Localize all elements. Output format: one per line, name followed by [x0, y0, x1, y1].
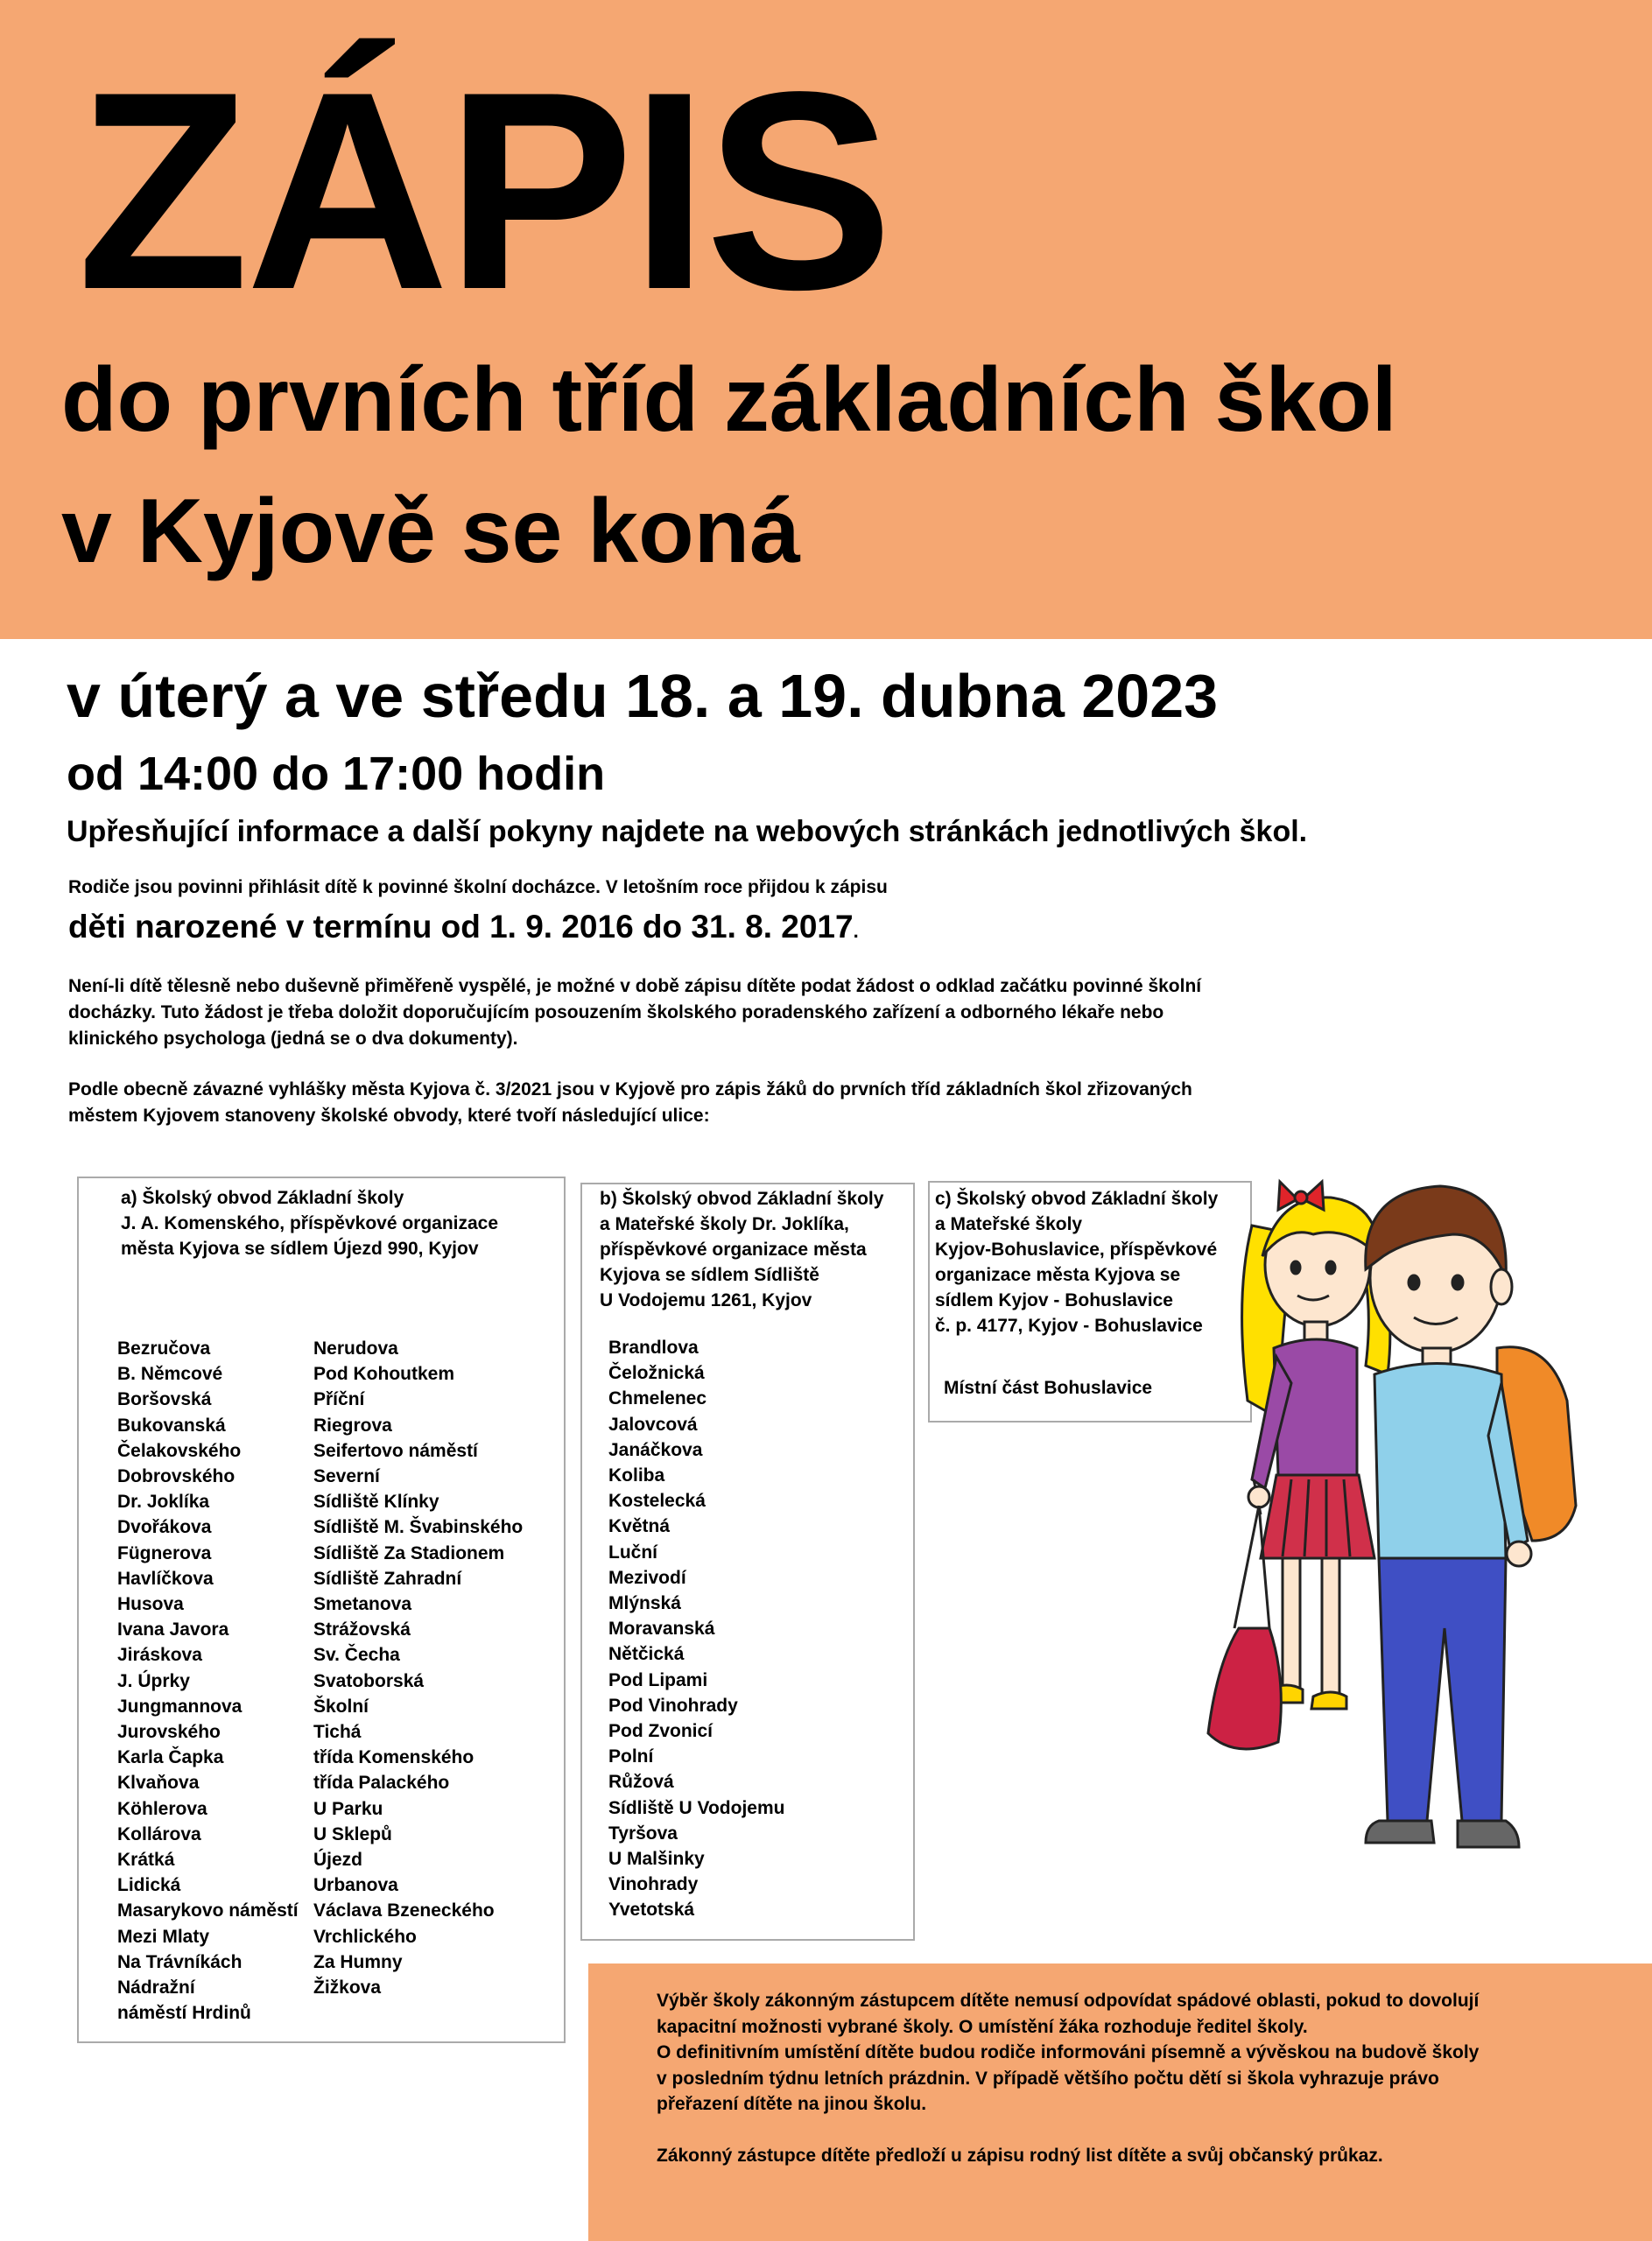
street-item: Luční: [608, 1542, 657, 1563]
street-item: Mezi Mlaty: [117, 1926, 210, 1947]
street-item: Sídliště Zahradní: [313, 1568, 462, 1589]
district-a-heading: [121, 1185, 498, 1261]
street-item: Boršovská: [117, 1389, 212, 1410]
street-item: Klvaňova: [117, 1773, 200, 1794]
street-item: Lidická: [117, 1875, 181, 1896]
street-item: Dvořákova: [117, 1517, 212, 1538]
deferral-line: klinického psychologa (jedná se o dva dokumenty).: [68, 1029, 518, 1049]
district-a-box: [77, 1177, 566, 2043]
street-item: Květná: [608, 1516, 671, 1537]
street-item: Ivana Javora: [117, 1619, 229, 1640]
boy-figure: [1366, 1186, 1576, 1847]
street-item: Čelakovského: [117, 1440, 242, 1461]
street-item: Nětčická: [608, 1644, 685, 1665]
street-item: Čeložnická: [608, 1363, 705, 1384]
street-item: Husova: [117, 1594, 184, 1615]
street-item: Pod Zvonicí: [608, 1721, 714, 1742]
street-item: Urbanova: [313, 1875, 398, 1896]
street-item: Krátká: [117, 1850, 175, 1871]
notice-spacer: [657, 2118, 1620, 2144]
district-b-streets: [608, 1335, 784, 1923]
street-item: Za Humny: [313, 1951, 403, 1972]
regulation-line: Podle obecně závazné vyhlášky města Kyjova č. 3/2021 jsou v Kyjově pro zápis žáků do prvních tříd základních škol zřizovaných: [68, 1079, 1192, 1099]
street-item: Jurovského: [117, 1722, 221, 1743]
street-item: Sídliště Klínky: [313, 1492, 439, 1513]
street-item: Na Trávníkách: [117, 1951, 243, 1972]
street-item: Školní: [313, 1696, 369, 1717]
street-item: náměstí Hrdinů: [117, 2003, 251, 2024]
notice-text: [657, 1988, 1620, 2169]
street-item: Bukovanská: [117, 1415, 226, 1436]
street-item: U Sklepů: [313, 1823, 392, 1844]
district-a-streets-col2: [313, 1336, 523, 2000]
street-item: Fügnerova: [117, 1542, 212, 1563]
district-b-heading-line: příspěvkové organizace města: [600, 1240, 867, 1260]
street-item: Köhlerova: [117, 1798, 207, 1819]
district-c-heading-line: č. p. 4177, Kyjov - Bohuslavice: [935, 1316, 1203, 1336]
subtitle-line-2: v Kyjově se koná: [61, 481, 800, 582]
street-item: Žižkova: [313, 1978, 382, 1999]
street-item: Bezručova: [117, 1338, 211, 1359]
street-item: Příční: [313, 1389, 365, 1410]
street-item: U Malšinky: [608, 1849, 705, 1870]
street-item: Jalovcová: [608, 1414, 698, 1435]
street-item: Masarykovo náměstí: [117, 1900, 299, 1921]
street-item: Vrchlického: [313, 1926, 417, 1947]
street-item: Pod Lipami: [608, 1669, 708, 1690]
enrollment-time: od 14:00 do 17:00 hodin: [67, 748, 606, 800]
street-item: Smetanova: [313, 1594, 412, 1615]
street-item: Karla Čapka: [117, 1747, 224, 1768]
district-c-heading-line: c) Školský obvod Základní školy: [935, 1189, 1219, 1209]
street-item: U Parku: [313, 1798, 383, 1819]
district-a-heading-line: města Kyjova se sídlem Újezd 990, Kyjov: [121, 1239, 479, 1259]
district-c-heading: [935, 1186, 1218, 1338]
district-b-heading-line: b) Školský obvod Základní školy: [600, 1189, 884, 1209]
street-item: Janáčkova: [608, 1439, 703, 1460]
district-a-heading-line: a) Školský obvod Základní školy: [121, 1188, 404, 1208]
notice-line: přeřazení dítěte na jinou školu.: [657, 2094, 927, 2114]
street-item: B. Němcové: [117, 1364, 223, 1385]
street-item: Mlýnská: [608, 1593, 681, 1614]
district-c-heading-line: organizace města Kyjova se: [935, 1265, 1181, 1285]
street-item: Pod Kohoutkem: [313, 1364, 454, 1385]
notice-final: Zákonný zástupce dítěte předloží u zápisu rodný list dítěte a svůj občanský průkaz.: [657, 2146, 1383, 2166]
deferral-line: docházky. Tuto žádost je třeba doložit doporučujícím posouzením školského poradenského zařízení a odborného lékaře nebo: [68, 1002, 1164, 1022]
street-item: Tichá: [313, 1722, 362, 1743]
district-a-streets-col1: [117, 1336, 299, 2026]
street-item: Chmelenec: [608, 1388, 707, 1409]
street-item: Riegrova: [313, 1415, 392, 1436]
district-a-heading-line: J. A. Komenského, příspěvkové organizace: [121, 1213, 499, 1233]
street-item: Svatoborská: [313, 1670, 425, 1691]
street-item: Seifertovo náměstí: [313, 1440, 478, 1461]
street-item: J. Úprky: [117, 1670, 190, 1691]
street-item: Nádražní: [117, 1978, 195, 1999]
street-item: třída Komenského: [313, 1747, 475, 1768]
street-item: Růžová: [608, 1772, 674, 1793]
district-c-heading-line: Kyjov-Bohuslavice, příspěvkové: [935, 1240, 1218, 1260]
district-b-heading-line: U Vodojemu 1261, Kyjov: [600, 1290, 812, 1310]
street-item: Dobrovského: [117, 1466, 235, 1487]
street-item: třída Palackého: [313, 1773, 450, 1794]
notice-line: kapacitní možnosti vybrané školy. O umístění žáka rozhoduje ředitel školy.: [657, 2016, 1308, 2037]
deferral-paragraph: [68, 973, 1294, 1052]
notice-box: [588, 1964, 1652, 2241]
street-item: Kostelecká: [608, 1491, 706, 1512]
info-note: Upřesňující informace a další pokyny najdete na webových stránkách jednotlivých škol.: [67, 815, 1308, 848]
district-b-heading-line: Kyjova se sídlem Sídliště: [600, 1265, 819, 1285]
street-item: Strážovská: [313, 1619, 411, 1640]
street-item: Václava Bzeneckého: [313, 1900, 495, 1921]
regulation-paragraph: [68, 1077, 1294, 1129]
district-c-area: Místní část Bohuslavice: [944, 1378, 1153, 1398]
street-item: Sv. Čecha: [313, 1645, 400, 1666]
street-item: Nerudova: [313, 1338, 398, 1359]
children-illustration: [1199, 1173, 1602, 1873]
district-b-box: [580, 1183, 915, 1941]
street-item: Brandlova: [608, 1338, 699, 1358]
birth-range: [68, 910, 859, 943]
street-item: Mezivodí: [608, 1567, 686, 1588]
street-item: Kollárova: [117, 1823, 201, 1844]
street-item: Koliba: [608, 1465, 665, 1486]
eligibility-intro: Rodiče jsou povinni přihlásit dítě k povinné školní docházce. V letošním roce přijdou k zápisu: [68, 877, 888, 897]
street-item: Dr. Joklíka: [117, 1492, 210, 1513]
regulation-line: městem Kyjovem stanoveny školské obvody, které tvoří následující ulice:: [68, 1106, 710, 1126]
enrollment-date: v úterý a ve středu 18. a 19. dubna 2023: [67, 662, 1219, 730]
notice-line: O definitivním umístění dítěte budou rodiče informováni písemně a vývěskou na budově školy: [657, 2042, 1480, 2062]
street-item: Újezd: [313, 1850, 363, 1871]
street-item: Severní: [313, 1466, 380, 1487]
street-item: Pod Vinohrady: [608, 1695, 738, 1716]
street-item: Yvetotská: [608, 1900, 695, 1921]
district-b-heading-line: a Mateřské školy Dr. Joklíka,: [600, 1214, 849, 1234]
district-c-heading-line: sídlem Kyjov - Bohuslavice: [935, 1290, 1173, 1310]
district-b-heading: [600, 1186, 883, 1313]
street-item: Sídliště U Vodojemu: [608, 1797, 785, 1818]
street-item: Havlíčkova: [117, 1568, 214, 1589]
deferral-line: Není-li dítě tělesně nebo duševně přiměřeně vyspělé, je možné v době zápisu dítěte podat žádost o odklad začátku povinné školní: [68, 976, 1202, 996]
district-c-heading-line: a Mateřské školy: [935, 1214, 1083, 1234]
birth-range-text: děti narozené v termínu od 1. 9. 2016 do 31. 8. 2017: [68, 909, 854, 945]
notice-line: Výběr školy zákonným zástupcem dítěte nemusí odpovídat spádové oblasti, pokud to dovolují: [657, 1991, 1480, 2011]
street-item: Vinohrady: [608, 1874, 699, 1895]
street-item: Tyršova: [608, 1823, 678, 1844]
notice-line: v posledním týdnu letních prázdnin. V případě většího počtu dětí si škola vyhrazuje právo: [657, 2068, 1439, 2089]
street-item: Jungmannova: [117, 1696, 243, 1717]
birth-range-period: .: [853, 920, 859, 942]
street-item: Polní: [608, 1746, 654, 1767]
street-item: Sídliště M. Švabinského: [313, 1517, 524, 1538]
street-item: Moravanská: [608, 1619, 715, 1640]
subtitle-line-1: do prvních tříd základních škol: [61, 349, 1397, 451]
page-title: ZÁPIS: [77, 34, 890, 348]
street-item: Jiráskova: [117, 1645, 202, 1666]
street-item: Sídliště Za Stadionem: [313, 1542, 505, 1563]
